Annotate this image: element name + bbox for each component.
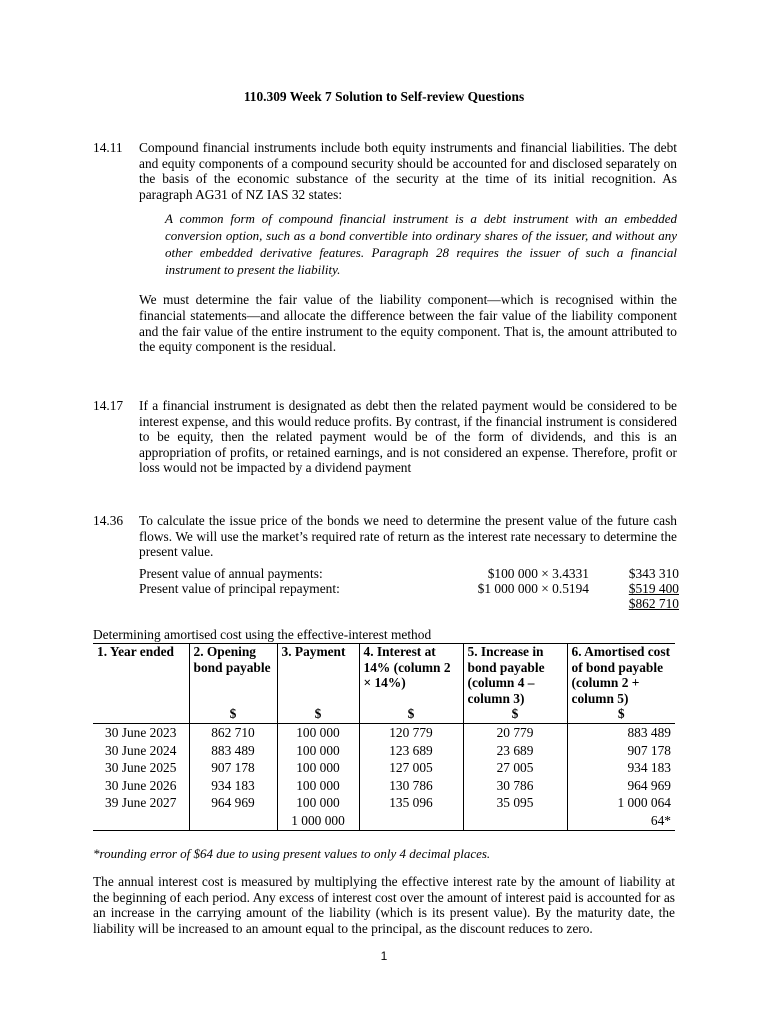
table-cell: 27 005 (463, 759, 567, 777)
table-row (93, 742, 675, 760)
table-cell: 100 000 (277, 742, 359, 760)
closing-paragraph: The annual interest cost is measured by multiplying the effective interest rate by the amount of liability at the beginning of each period. Any excess of interest cost over the amount of interest paid is accounted for as an increase in the carrying amount of the liability (which is its present value). By the maturity date, the liability will be increased to an amount equal to the principal, as the discount reduces to zero. (93, 874, 675, 936)
table-cell: 120 779 (359, 723, 463, 741)
unit-cell: $ (567, 706, 675, 723)
pv-label: Present value of annual payments: (139, 566, 323, 581)
unit-cell: $ (463, 706, 567, 723)
table-row (93, 759, 675, 777)
table-cell: 964 969 (567, 777, 675, 795)
table-cell: 30 June 2023 (93, 723, 189, 741)
table-cell: 907 178 (189, 759, 277, 777)
paragraph: Compound financial instruments include both equity instruments and financial liabilities. The debt and equity components of a compound security should be accounted for and disclosed separately on the basis of the economic substance of the security at the time of its initial recognition. As paragraph AG31 of NZ IAS 32 states: (139, 140, 677, 202)
table-cell: 934 183 (189, 777, 277, 795)
table-cell: 23 689 (463, 742, 567, 760)
amortisation-table (93, 643, 675, 831)
table-row (93, 812, 675, 830)
table-cell: 964 969 (189, 794, 277, 812)
paragraph: We must determine the fair value of the liability component—which is recognised within the financial statements—and allocate the difference between the fair value of the liability component and the fair value of the entire instrument to the equity component. That is, the amount attributed to the equity component is the residual. (139, 292, 677, 355)
question-14-17 (93, 398, 677, 476)
table-cell: 862 710 (189, 723, 277, 741)
table-cell: 1 000 064 (567, 794, 675, 812)
question-number: 14.36 (93, 513, 124, 528)
table-row (93, 777, 675, 795)
table-cell (359, 812, 463, 830)
question-14-11 (93, 140, 677, 355)
table-cell: 30 786 (463, 777, 567, 795)
table-cell: 35 095 (463, 794, 567, 812)
table-cell: 100 000 (277, 759, 359, 777)
unit-cell: $ (359, 706, 463, 723)
question-number: 14.17 (93, 398, 124, 413)
column-header: 2. Opening bond payable (189, 644, 277, 707)
pv-amount: $343 310 (628, 566, 679, 581)
page-title: 110.309 Week 7 Solution to Self-review Questions (243, 89, 525, 104)
column-header: 5. Increase in bond payable (column 4 – column 3) (463, 644, 567, 707)
column-header: 3. Payment (277, 644, 359, 707)
paragraph: If a financial instrument is designated as debt then the related payment would be considered to be interest expense, and this would reduce profits. By contrast, if the financial instrument is considered to be equity, then the related payment would be of the form of dividends, and this is an appropriation of profits, or retained earnings, and is not considered an expense. Therefore, profit or loss would not be impacted by a dividend payment (139, 398, 677, 476)
table-cell: 934 183 (567, 759, 675, 777)
unit-cell: $ (277, 706, 359, 723)
table-cell: 20 779 (463, 723, 567, 741)
table-cell: 135 096 (359, 794, 463, 812)
table-cell: 883 489 (189, 742, 277, 760)
table-footnote: *rounding error of $64 due to using present values to only 4 decimal places. (93, 846, 491, 861)
table-cell: 130 786 (359, 777, 463, 795)
question-14-36 (93, 513, 677, 560)
column-header: 6. Amortised cost of bond payable (column 2 + column 5) (567, 644, 675, 707)
pv-amount: $519 400 (628, 581, 679, 596)
table-cell: 30 June 2025 (105, 760, 177, 776)
question-number: 14.11 (93, 140, 123, 155)
unit-cell (93, 706, 189, 723)
table-cell: 100 000 (277, 777, 359, 795)
table-cell: 883 489 (567, 723, 675, 741)
table-cell: 30 June 2026 (105, 777, 177, 793)
pv-row (139, 566, 679, 581)
table-cell: 123 689 (359, 742, 463, 760)
table-cell: 907 178 (567, 742, 675, 760)
table-cell: 1 000 000 (277, 812, 359, 830)
pv-calc: $1 000 000 × 0.5194 (477, 581, 589, 596)
quotation: A common form of compound financial instrument is a debt instrument with an embedded conversion option, such as a bond convertible into ordinary shares of the issuer, and without any other embedded derivative features. Paragraph 28 requires the issuer of such a financial instrument to present the liability. (165, 211, 677, 278)
pv-calc: $100 000 × 3.4331 (487, 566, 589, 581)
table-cell: 100 000 (277, 723, 359, 741)
column-header: 4. Interest at 14% (column 2 × 14%) (359, 644, 463, 707)
pv-total-row (139, 596, 679, 611)
pv-row (139, 581, 679, 596)
present-value-calc (139, 566, 679, 611)
units-row (93, 706, 675, 723)
table-cell: 30 June 2024 (105, 742, 177, 758)
pv-total: $862 710 (628, 596, 679, 611)
table-cell: 39 June 2027 (105, 795, 177, 811)
column-header: 1. Year ended (93, 644, 189, 707)
table-row (93, 794, 675, 812)
table-cell: 64* (567, 812, 675, 830)
table-header-row (93, 644, 675, 707)
table-cell: 100 000 (277, 794, 359, 812)
table-cell (189, 812, 277, 830)
table-cell (93, 812, 189, 830)
pv-label: Present value of principal repayment: (139, 581, 340, 596)
page-number: 1 (380, 949, 388, 963)
table-cell: 127 005 (359, 759, 463, 777)
table-cell (463, 812, 567, 830)
paragraph: To calculate the issue price of the bonds we need to determine the present value of the future cash flows. We will use the market’s required rate of return as the interest rate necessary to determine the present value. (139, 513, 677, 560)
table-caption: Determining amortised cost using the effective-interest method (93, 627, 432, 642)
unit-cell: $ (189, 706, 277, 723)
table-row (93, 723, 675, 741)
